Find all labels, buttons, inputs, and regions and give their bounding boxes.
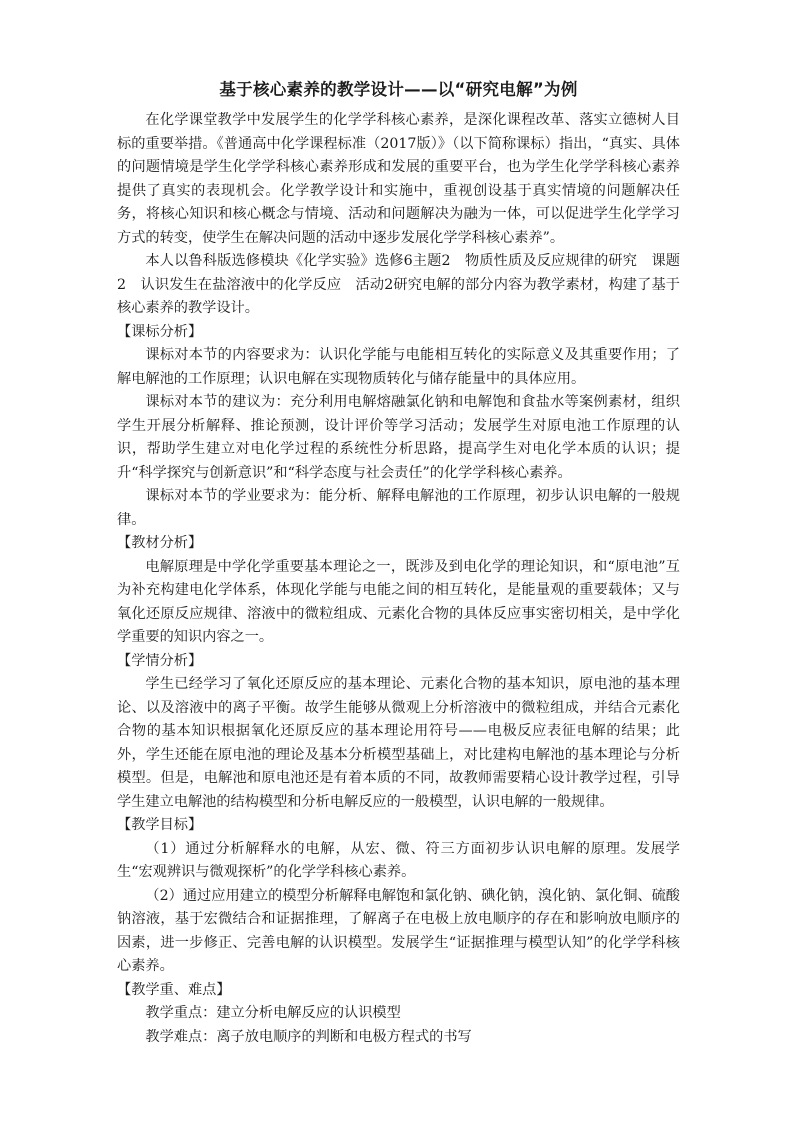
intro-paragraph-1: 在化学课堂教学中发展学生的化学学科核心素养，是深化课程改革、落实立德树人目标的重要举措。《普通高中化学课程标准（2017版）》（以下简称课标）指出，“真实、具体的问题情境是学生化学学科核心素养形成和发展的重要平台，也为学生化学学科核心素养提供了真实的表现机会。化学教学设计和实施中，重视创设基于真实情境的问题解决任务，将核心知识和核心概念与情境、活动和问题解决为融为一体，可以促进学生化学学习方式的转变，使学生在解决问题的活动中逐步发展化学学科核心素养”。 [117,112,680,246]
keypoints-list [117,1002,680,1049]
section-heading-curriculum: 【课标分析】 [117,323,203,340]
intro-paragraph-2: 本人以鲁科版选修模块《化学实验》选修6主题2 物质性质及反应规律的研究 课题2 认识发生在盐溶液中的化学反应 活动2研究电解的部分内容为教学素材，构建了基于核心素养的教学设计。 [117,253,680,316]
curriculum-paragraph-1: 课标对本节的内容要求为：认识化学能与电能相互转化的实际意义及其重要作用；了解电解池的工作原理；认识电解在实现物质转化与储存能量中的具体应用。 [117,347,680,387]
document-title: 基于核心素养的教学设计——以“研究电解”为例 [219,80,578,99]
objective-item-2: （2）通过应用建立的模型分析解释电解饱和氯化钠、碘化钠，溴化钠、氯化铜、硫酸钠溶液，基于宏微结合和证据推理，了解离子在电极上放电顺序的存在和影响放电顺序的因素，进一步修正、完善电解的认识模型。发展学生“证据推理与模型认知”的化学学科核心素养。 [117,887,680,974]
section-heading-objectives: 【教学目标】 [117,817,203,833]
curriculum-paragraph-2: 课标对本节的建议为：充分利用电解熔融氯化钠和电解饱和食盐水等案例素材，组织学生开展分析解释、推论预测，设计评价等学习活动；发展学生对原电池工作原理的认识，帮助学生建立对电化学过程的系统性分析思路，提高学生对电化学本质的认识；提升“科学探究与创新意识”和“科学态度与社会责任”的化学学科核心素养。 [117,394,680,481]
section-heading-learner: 【学情分析】 [117,652,203,669]
teaching-focus: 教学重点：建立分析电解反应的认识模型 [145,1005,401,1021]
teaching-difficulty: 教学难点：离子放电顺序的判断和电极方程式的书写 [145,1028,472,1045]
curriculum-paragraph-3: 课标对本节的学业要求为：能分析、解释电解池的工作原理，初步认识电解的一般规律。 [117,488,680,528]
objective-item-1: （1）通过分析解释水的电解，从宏、微、符三方面初步认识电解的原理。发展学生“宏观辨识与微观探析”的化学学科核心素养。 [117,840,680,880]
learner-paragraph-1: 学生已经学习了氧化还原反应的基本理论、元素化合物的基本知识，原电池的基本理论、以及溶液中的离子平衡。故学生能够从微观上分析溶液中的微粒组成，并结合元素化合物的基本知识根据氧化还原反应的基本理论用符号——电极反应表征电解的结果；此外，学生还能在原电池的理论及基本分析模型基础上，对比建构电解池的基本理论与分析模型。但是，电解池和原电池还是有着本质的不同，故教师需要精心设计教学过程，引导学生建立电解池的结构模型和分析电解反应的一般模型，认识电解的一般规律。 [117,676,680,810]
section-heading-keypoints: 【教学重、难点】 [117,981,231,998]
document-body [117,79,680,1049]
section-heading-textbook: 【教材分析】 [117,535,203,551]
textbook-paragraph-1: 电解原理是中学化学重要基本理论之一，既涉及到电化学的理论知识，和“原电池”互为补充构建电化学体系，体现化学能与电能之间的相互转化，是能量观的重要载体；又与氧化还原反应规律、溶液中的微粒组成、元素化合物的具体反应事实密切相关，是中学化学重要的知识内容之一。 [117,558,680,645]
